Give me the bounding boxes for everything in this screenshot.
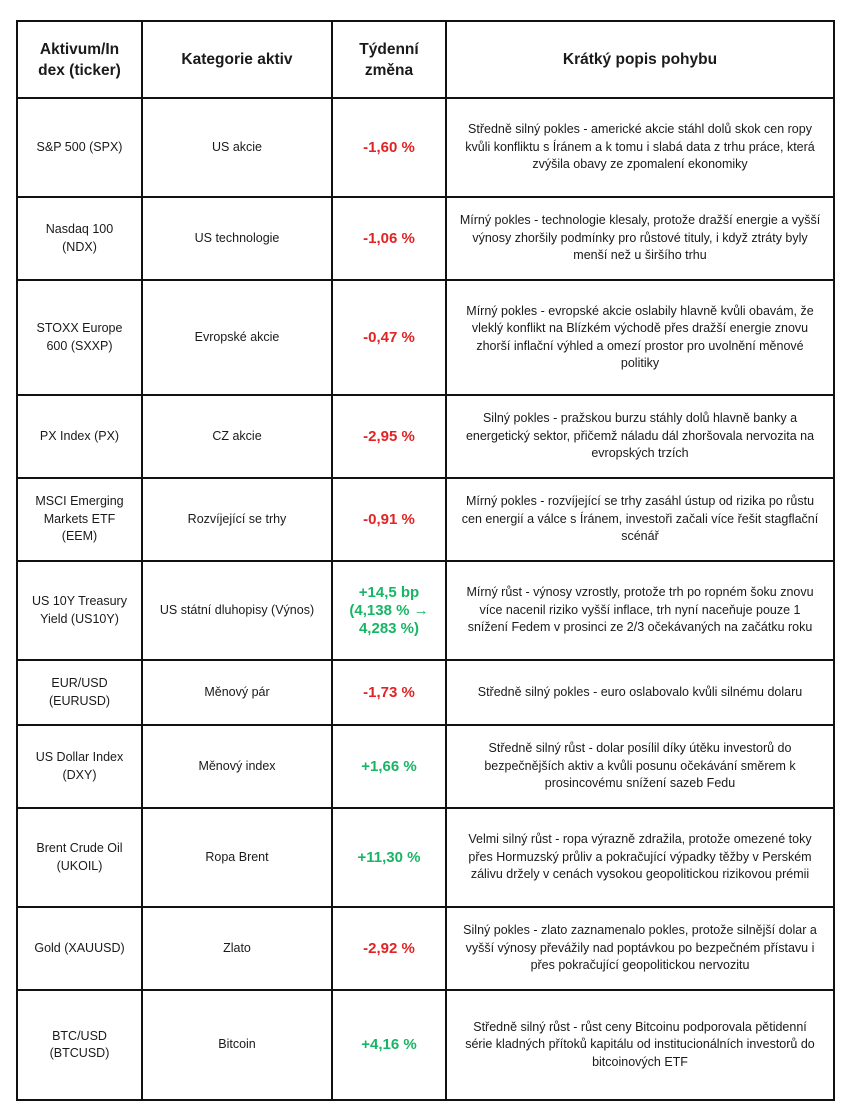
table-row — [17, 197, 834, 280]
change-cell: +4,16 % — [332, 990, 446, 1100]
table-header — [17, 21, 834, 98]
category-cell: US technologie — [142, 197, 332, 280]
description-cell: Silný pokles - zlato zaznamenalo pokles, protože silnější dolar a vyšší výnosy převážily nad poptávkou po bezpečném přístavu i přes pokračující geopolitickou nervozitu — [446, 907, 834, 990]
asset-cell: MSCI Emerging Markets ETF (EEM) — [17, 478, 142, 561]
table-row — [17, 98, 834, 197]
description-cell: Velmi silný růst - ropa výrazně zdražila, protože omezené toky přes Hormuzský průliv a pokračující výpadky těžby v Perském zálivu držely v cenách vysokou geopolitickou rizikovou prémii — [446, 808, 834, 907]
category-cell: Měnový index — [142, 725, 332, 808]
header-description: Krátký popis pohybu — [446, 21, 834, 98]
description-cell: Silný pokles - pražskou burzu stáhly dolů hlavně banky a energetický sektor, přičemž náladu dál zhoršovala nervozita na evropských trzích — [446, 395, 834, 478]
category-cell: US státní dluhopisy (Výnos) — [142, 561, 332, 660]
category-cell: US akcie — [142, 98, 332, 197]
description-cell: Středně silný pokles - euro oslabovalo kvůli silnému dolaru — [446, 660, 834, 725]
category-cell: Bitcoin — [142, 990, 332, 1100]
category-cell: Rozvíjející se trhy — [142, 478, 332, 561]
change-cell: +11,30 % — [332, 808, 446, 907]
change-cell: +1,66 % — [332, 725, 446, 808]
header-row — [17, 21, 834, 98]
asset-cell: STOXX Europe 600 (SXXP) — [17, 280, 142, 395]
change-cell: -2,92 % — [332, 907, 446, 990]
header-category: Kategorie aktiv — [142, 21, 332, 98]
asset-cell: PX Index (PX) — [17, 395, 142, 478]
asset-cell: US Dollar Index (DXY) — [17, 725, 142, 808]
category-cell: Ropa Brent — [142, 808, 332, 907]
table-row — [17, 907, 834, 990]
weekly-market-table — [16, 20, 835, 1101]
change-cell: -0,91 % — [332, 478, 446, 561]
change-cell: -1,73 % — [332, 660, 446, 725]
table-row — [17, 990, 834, 1100]
description-cell: Středně silný růst - růst ceny Bitcoinu podporovala pětidenní série kladných přítoků kapitálu od institucionálních investorů do bitcoinových ETF — [446, 990, 834, 1100]
asset-cell: Gold (XAUUSD) — [17, 907, 142, 990]
header-asset: Aktivum/In dex (ticker) — [17, 21, 142, 98]
description-cell: Mírný růst - výnosy vzrostly, protože trh po ropném šoku znovu více nacenil riziko vyšší inflace, trh nyní naceňuje pouze 1 snížení Fedem v prosinci ze 2/3 očekávaných na začátku roku — [446, 561, 834, 660]
table-row — [17, 660, 834, 725]
description-cell: Mírný pokles - evropské akcie oslabily hlavně kvůli obavám, že vleklý konflikt na Blízkém východě přes dražší energie znovu zhorší inflační výhled a omezí prostor pro uvolnění měnové politiky — [446, 280, 834, 395]
table-row — [17, 395, 834, 478]
description-cell: Mírný pokles - rozvíjející se trhy zasáhl ústup od rizika po růstu cen energií a válce s Íránem, investoři začali více řešit stagflační scénář — [446, 478, 834, 561]
header-change: Týdenní změna — [332, 21, 446, 98]
table-row — [17, 280, 834, 395]
category-cell: Evropské akcie — [142, 280, 332, 395]
asset-cell: Brent Crude Oil (UKOIL) — [17, 808, 142, 907]
category-cell: CZ akcie — [142, 395, 332, 478]
change-cell: -0,47 % — [332, 280, 446, 395]
change-cell: -1,06 % — [332, 197, 446, 280]
description-cell: Mírný pokles - technologie klesaly, protože dražší energie a vyšší výnosy zhoršily podmínky pro růstové tituly, i když ztráty byly menší než u širšího trhu — [446, 197, 834, 280]
asset-cell: US 10Y Treasury Yield (US10Y) — [17, 561, 142, 660]
description-cell: Středně silný růst - dolar posílil díky útěku investorů do bezpečnějších aktiv a kvůli posunu očekávání směrem k prosincovému snížení sazeb Fedu — [446, 725, 834, 808]
change-cell: -1,60 % — [332, 98, 446, 197]
table-row — [17, 725, 834, 808]
table-row — [17, 808, 834, 907]
description-cell: Středně silný pokles - americké akcie stáhl dolů skok cen ropy kvůli konfliktu s Íránem a k tomu i slabá data z trhu práce, která zvýšila obavy ze zpomalení ekonomiky — [446, 98, 834, 197]
change-cell: +14,5 bp (4,138 % → 4,283 %) — [332, 561, 446, 660]
category-cell: Měnový pár — [142, 660, 332, 725]
table-body — [17, 98, 834, 1100]
category-cell: Zlato — [142, 907, 332, 990]
change-cell: -2,95 % — [332, 395, 446, 478]
asset-cell: Nasdaq 100 (NDX) — [17, 197, 142, 280]
table-row — [17, 478, 834, 561]
asset-cell: BTC/USD (BTCUSD) — [17, 990, 142, 1100]
asset-cell: EUR/USD (EURUSD) — [17, 660, 142, 725]
table-row — [17, 561, 834, 660]
asset-cell: S&P 500 (SPX) — [17, 98, 142, 197]
